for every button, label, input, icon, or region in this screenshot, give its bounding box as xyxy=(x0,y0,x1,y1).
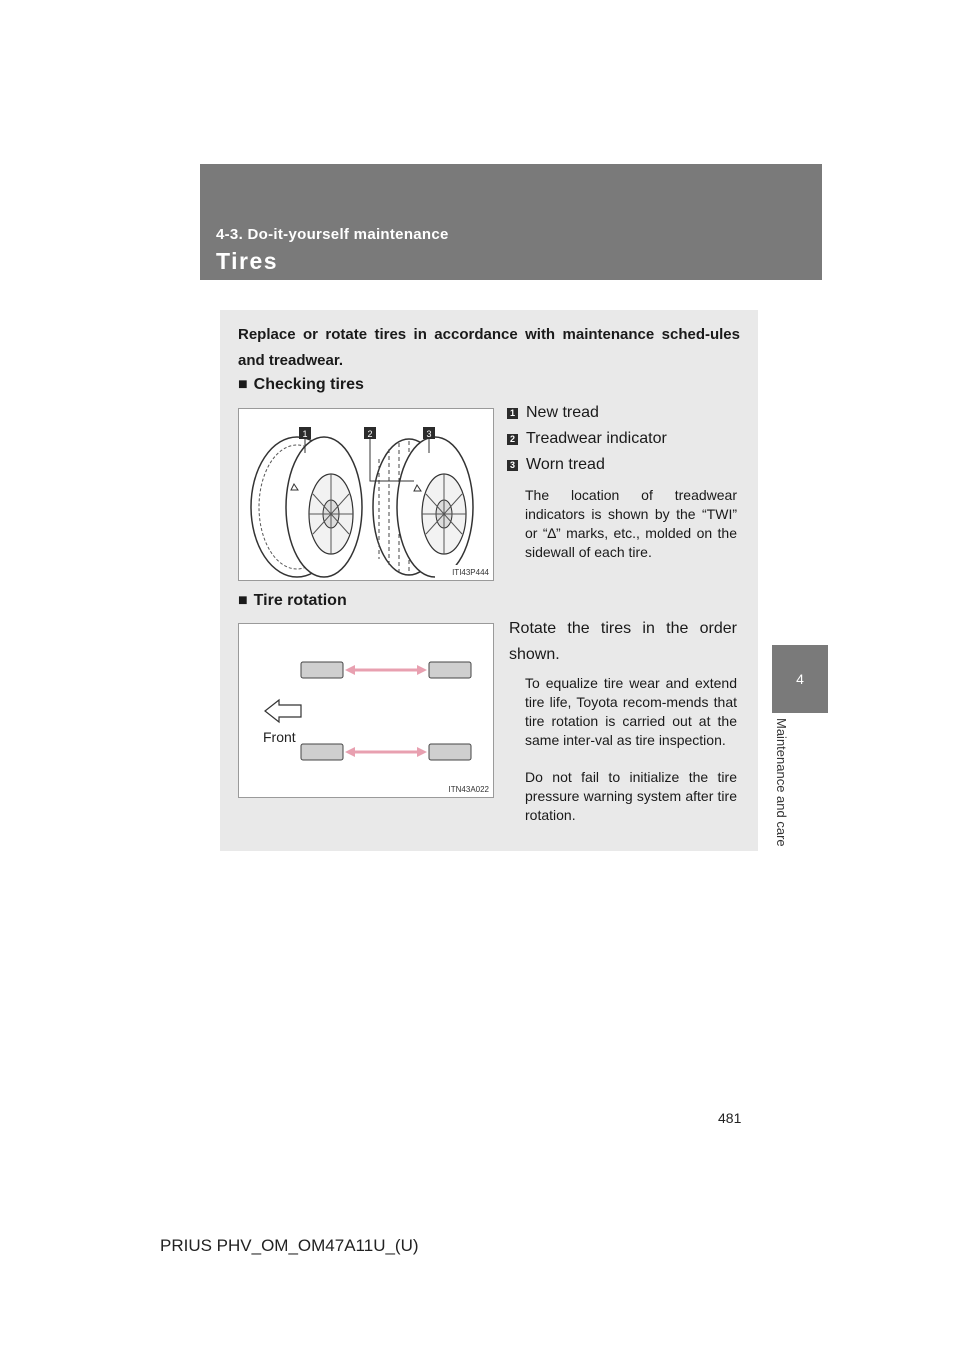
chapter-label-text: Maintenance and care xyxy=(774,718,789,847)
tire-rear-left-icon xyxy=(301,744,343,760)
legend-text-1: New tread xyxy=(526,404,599,421)
tire-front-right-icon xyxy=(429,662,471,678)
rotation-instruction: Rotate the tires in the order shown. xyxy=(509,620,737,663)
rotation-note-2: Do not fail to initialize the tire pressure warning system after tire rotation. xyxy=(525,769,737,823)
page-title: Tires xyxy=(216,248,279,274)
rotation-note-1: To equalize tire wear and extend tire life, Toyota recom-mends that tire rotation is carried out at the same inter-val as tire inspection. xyxy=(525,675,737,748)
tire-rotation-heading-text: Tire rotation xyxy=(253,592,347,609)
document-code: PRIUS PHV_OM_OM47A11U_(U) xyxy=(160,1236,419,1255)
tire-front-left-icon xyxy=(301,662,343,678)
tire-tread-figure xyxy=(238,408,494,581)
callout-3-label: 3 xyxy=(426,429,432,439)
figure-code-rotation: ITN43A022 xyxy=(448,785,489,794)
legend-number-3: 3 xyxy=(507,460,518,471)
callout-1-label: 1 xyxy=(302,429,308,439)
content-panel xyxy=(220,310,758,851)
tire-rotation-figure xyxy=(238,623,494,798)
treadwear-note: The location of treadwear indicators is shown by the “TWI” or “∆” marks, etc., molded on the sidewall of each tire. xyxy=(525,487,737,560)
checking-tires-heading-text: Checking tires xyxy=(253,376,364,393)
section-label: 4-3. Do-it-yourself maintenance xyxy=(216,226,449,243)
tire-illustration xyxy=(239,409,493,580)
callout-2-label: 2 xyxy=(367,429,373,439)
section-header xyxy=(200,164,822,280)
legend-item-treadwear-indicator xyxy=(507,426,667,452)
rotation-arrow-front-icon xyxy=(345,665,427,675)
worn-tire-icon xyxy=(373,437,473,577)
page-number: 481 xyxy=(718,1110,742,1126)
chapter-tab: 4 xyxy=(772,645,828,713)
intro-text: Replace or rotate tires in accordance with maintenance sched-ules and treadwear. xyxy=(238,326,740,369)
square-bullet-icon: ■ xyxy=(238,376,248,393)
tire-legend xyxy=(507,400,667,478)
legend-number-2: 2 xyxy=(507,434,518,445)
legend-number-1: 1 xyxy=(507,408,518,419)
legend-item-new-tread xyxy=(507,400,667,426)
tire-rear-right-icon xyxy=(429,744,471,760)
tire-rotation-heading xyxy=(238,592,347,610)
new-tire-icon xyxy=(251,437,362,577)
front-direction-arrow-icon xyxy=(265,700,301,722)
rotation-arrow-rear-icon xyxy=(345,747,427,757)
figure-code-tires: ITI43P444 xyxy=(452,568,489,577)
checking-tires-heading xyxy=(238,376,364,394)
legend-text-2: Treadwear indicator xyxy=(526,430,667,447)
rotation-diagram xyxy=(239,624,493,797)
chapter-label xyxy=(771,718,789,868)
legend-text-3: Worn tread xyxy=(526,456,605,473)
square-bullet-icon: ■ xyxy=(238,592,248,609)
front-label: Front xyxy=(263,729,296,745)
legend-item-worn-tread xyxy=(507,452,667,478)
